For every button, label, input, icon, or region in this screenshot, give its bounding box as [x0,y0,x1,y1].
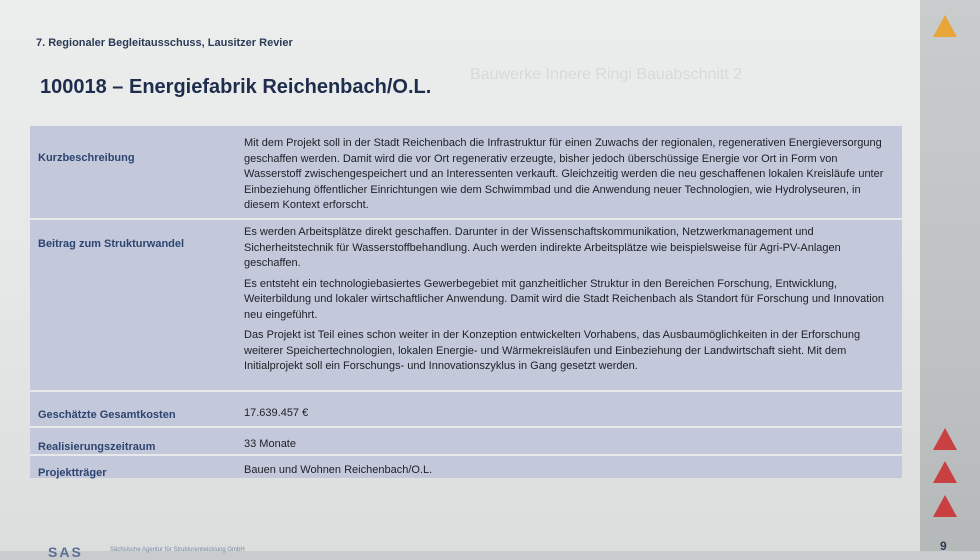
row-paragraph: Mit dem Projekt soll in der Stadt Reichenbach die Infrastruktur für einen Zuwachs der regionalen, regenerativen Energieversorgung geschaffen werden. Damit wird die vor Ort regenerativ erzeugte, bisher jedoch überschüssige Energie vor Ort in Form von Wasserstoff zwischengespeichert und an Interessenten verkauft. Gleichzeitig werden die neu geschaffenen lokalen Kreisläufe unter Einbeziehung öffentlicher Einrichtungen wie dem Schwimmbad und die Anwendung neuer Technologien, wie Hydrolyseuren, in diesem Kontext erforscht. [244,137,884,211]
triangle-orange-icon [933,15,957,37]
page-number: 9 [940,539,947,553]
row-content [244,406,890,427]
document-subtitle: 7. Regionaler Begleitausschuss, Lausitzer Revier [36,37,293,49]
ghost-text: Bauwerke Innere Ringi Bauabschnitt 2 [470,66,743,83]
table-row-projekttraeger [30,454,902,478]
row-label: Geschätzte Gesamtkosten [38,409,176,421]
row-paragraph: 17.639.457 € [244,407,309,419]
row-content [244,225,890,380]
row-paragraph: Es entsteht ein technologiebasiertes Gewerbegebiet mit ganzheitlicher Struktur in den Bereichen Forschung, Entwicklung, Weiterbildung und lokaler wirtschaftlicher Anwendung. Damit wird die Stadt Reichenbach als Standort für Forschung und Innovation neu eingeführt. [244,277,884,321]
triangle-red-icon [933,461,957,483]
table-row-strukturwandel [30,218,902,390]
table-row-realisierungszeitraum [30,426,902,454]
row-paragraph: 33 Monate [244,438,296,450]
footer-text: Sächsische Agentur für Strukturentwicklung GmbH [110,547,245,553]
row-paragraph: Bauen und Wohnen Reichenbach/O.L. [244,464,433,476]
row-label: Kurzbeschreibung [38,152,135,164]
table-row-kurzbeschreibung [30,124,902,218]
footer-logo: SAS [48,544,83,560]
page-title: 100018 – Energiefabrik Reichenbach/O.L. [40,76,432,98]
row-paragraph: Es werden Arbeitsplätze direkt geschaffen. Darunter in der Wissenschaftskommunikation, Netzwerkmanagement und Sicherheitstechnik für Wasserstoffbehandlung. Auch werden indirekte Arbeitsplätze wie beispielsweise für Agri-PV-Anlagen geschaffen. [244,226,841,269]
row-label: Realisierungszeitraum [38,441,156,453]
triangle-red-icon [933,495,957,517]
row-content [244,463,890,484]
row-content [244,136,890,219]
row-label: Beitrag zum Strukturwandel [38,238,185,250]
row-paragraph: Das Projekt ist Teil eines schon weiter in der Konzeption entwickelten Vorhabens, das Ausbaumöglichkeiten in der Erforschung weiterer Speichertechnologien, lokalen Energie- und Wärmekreisläufen und Einbeziehung der Landwirtschaft sieht. Mit dem Initialprojekt soll ein Forschungs- und Innovationszyklus in Gang gesetzt werden. [244,329,861,372]
project-table [30,124,902,478]
table-row-gesamtkosten [30,390,902,426]
row-label: Projektträger [38,467,107,479]
triangle-red-icon [933,428,957,450]
